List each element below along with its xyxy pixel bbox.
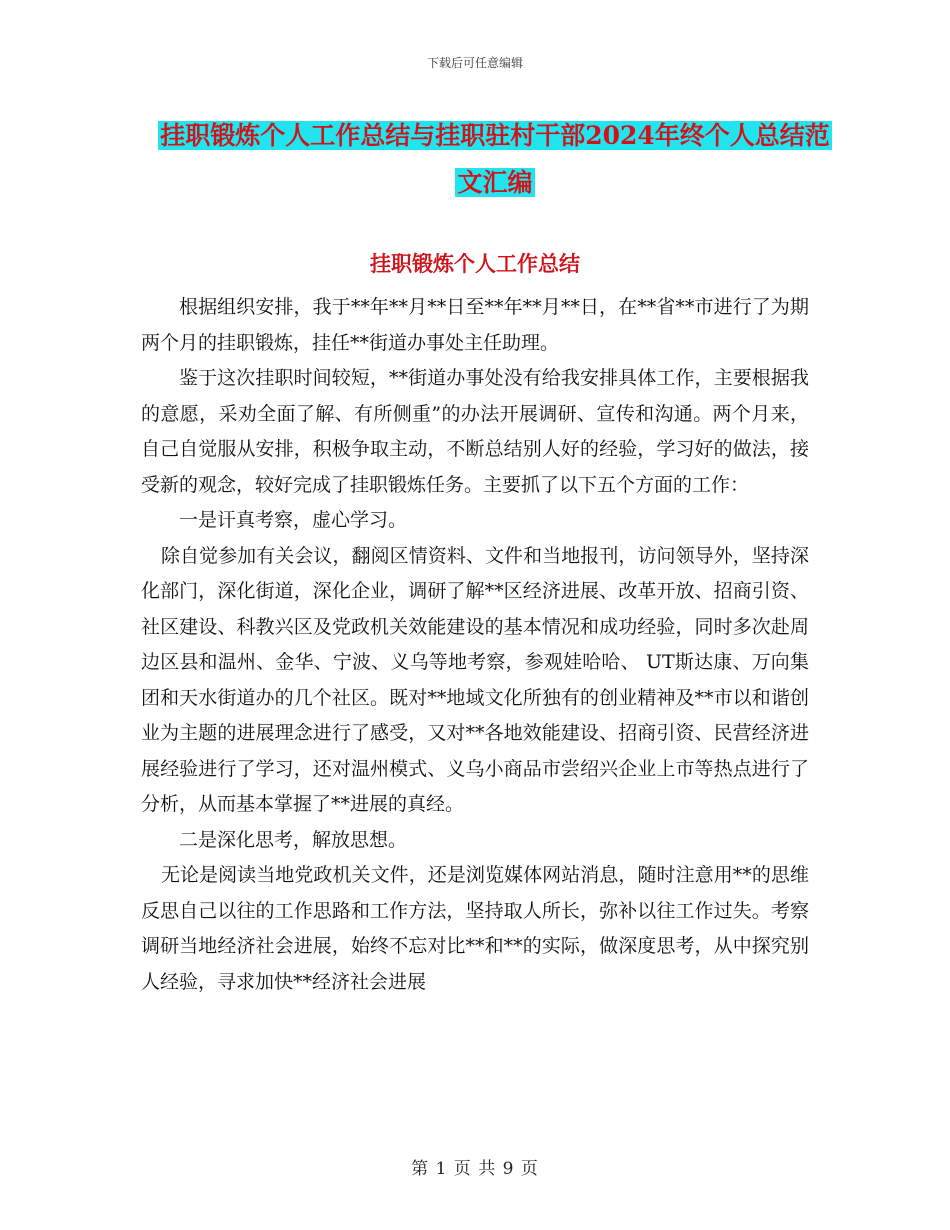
- body-text: [141, 290, 809, 1000]
- document-title-text: 挂职锻炼个人工作总结与挂职驻村干部2024年终个人总结范文汇编: [160, 121, 830, 197]
- paragraph-heading: 一是讦真考察，虚心学习。: [179, 509, 408, 531]
- document-title: [150, 112, 840, 206]
- paragraph: 除自觉参加有关会议，翻阅区情资料、文件和当地报刊，访问领导外，坚持深化部门，深化街道，深化企业，调研了解**区经济进展、改革开放、招商引资、社区建设、科教兴区及党政机关效能建设的基本情况和成功经验，同时多次赴周边区县和温州、金华、宁波、义乌等地考察，参观娃哈哈、 UT斯达康、万向集团和天水街道办的几个社区。既对**地域文化所独有的创业精神及**市以和谐创业为主题的进展理念进行了感受，又对**各地效能建设、招商引资、民营经济进展经验进行了学习，还对温州模式、义乌小商品市尝绍兴企业上市等热点进行了分析，从而基本掌握了**进展的真经。: [141, 544, 809, 815]
- paragraph-heading: 二是深化思考，解放思想。: [179, 828, 408, 851]
- paragraph: 根据组织安排，我于**年**月**日至**年**月**日，在**省**市进行了为期两个月的挂职锻炼，挂任**街道办事处主任助理。: [141, 296, 809, 354]
- section-title: 挂职锻炼个人工作总结: [370, 251, 580, 276]
- paragraph: 无论是阅读当地党政机关文件，还是浏览媒体网站消息，随时注意用**的思维反思自己以往的工作思路和工作方法，坚持取人所长，弥补以往工作过失。考察调研当地经济社会进展，始终不忘对比**和**的实际，做深度思考，从中探究别人经验，寻求加快**经济社会进展: [141, 864, 809, 993]
- paragraph: 鉴于这次挂职时间较短，**街道办事处没有给我安排具体工作，主要根据我的意愿，采劝全面了解、有所侧重”的办法开展调研、宣传和沟通。两个月来，自己自觉服从安排，积极争取主动，不断总结别人好的经验，学习好的做法，接受新的观念，较好完成了挂职锻炼任务。主要抓了以下五个方面的工作：: [141, 367, 809, 496]
- page-footer: 第 1 页 共 9 页: [411, 1159, 539, 1179]
- header-note: 下载后可任意编辑: [426, 56, 523, 70]
